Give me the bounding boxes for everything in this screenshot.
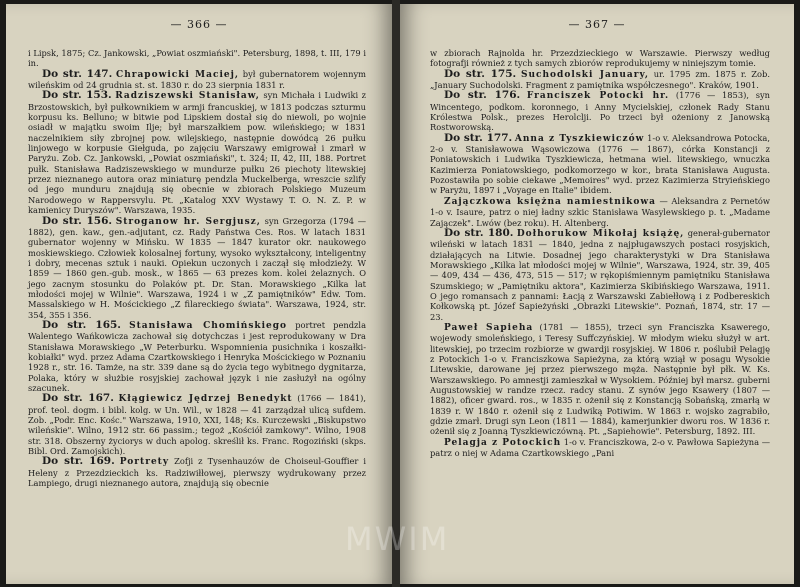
entry-name: Stroganow hr. Sergjusz, [115, 216, 261, 227]
page-reference: Do str. 153. [42, 89, 112, 102]
entry-name: Franciszek Potocki hr. [526, 91, 670, 102]
entry-text: portret pendzla Walentego Wańkowicza zachował się dotychczas i jest reprodukowany w Dra Stanisława Morawskiego „W Peterburku. Wspomnienia pusichnika i koszałki-kobiałki" wyd. przez Adama Czartkowskiego i Henryka Mościckiego w Poznaniu 1928 r., str. 16. Tamże, na str. 339 dane są do życia tego wybitnego dygnitarza, Polaka, który w służbie rosyjskiej zachował język i nie zasłużył na ogólny szacunek. [28, 319, 367, 393]
entry-text: (1766 — 1841), prof. teol. dogm. i bibl. kolg. w Un. Wil., w 1828 — 41 zarządzał ulicą sufdem. Zob. „Podr. Enc. Kośc." Warszawa, 1910, XXI, 148; Ks. Kurczewski „Biskupstwo wileńskie". Wilno, 1912 str. 66 passim.; tegoż „Kościół zamkowy". Wilno, 1908 str. 318. Obszerny życiorys w duch apolog. skreślił ks. Franc. Rogoziński (skps. Bibl. Ord. Zamojskich). [28, 393, 366, 457]
page-reference: Do str. 156. [42, 214, 113, 227]
entry-text: ur. 1795 zm. 1875 r. Zob. „January Suchodolski. Fragment z pamiętnika współczesnego". Kraków, 1901. [430, 68, 771, 91]
paragraph [430, 48, 770, 69]
paragraph [430, 90, 770, 132]
entry-text: — Aleksandra z Pernetów 1-o v. Isaure, patrz o niej ładny szkic Stanisława Wasylewskiego p. t. „Madame Zajączek". Lwów (bez roku). H. Altenberg. [430, 195, 770, 228]
page-reference: Do str. 167. [42, 392, 114, 405]
page-number: — 367 — [568, 18, 626, 31]
page-text [430, 48, 770, 458]
paragraph [28, 48, 366, 69]
entry-text: generał-gubernator wileński w latach 1831 — 1840, jedna z najpługawszych postaci rosyjskich, działających na Litwie. Dosadnej jego charakterystyki w Dra Stanisława Morawskiego „Kilka lat młodości mojej w Wilnie", Warszawa, 1924, str. 39, 405 — 409, 434 — 436, 473, 515 — 517; w rękopiśmiennym pamiętniku Stanisława Szumskiego; w „Pamiętniku aktora", Kazimierza Skibińskiego Warszawa, 1911. O jego romansach z pannami: Łacją z Warszawski Zabiełłową i z Podbereskich Kołkowską pt. Józef Sapieżyński „Obrazki Litewskie". Poznań, 1874, str. 17 — 23. [430, 227, 771, 322]
entry-text: (1781 — 1855), trzeci syn Franciszka Ksawerego, wojewody smoleńskiego, i Teresy Suffczyńskiej. W młodym wieku służył w art. litewskiej, po trzecim rozbiorze w gwardji rosyjskiej. W 1806 r. poślubił Pelagję z Potockich 1-o v. Franciszkowa Sapieżyna, za którą wziął w posagu Wysokie Litewskie, darowane jej przez pierwszego męża. Następnie był płk. W. Ks. Warszawskiego. Po amnestji zamieszkał w Wysokiem. Później był marsz. guberni Augustowskiej w randze rzecz. radcy stanu. Z synów jego Ksawery (1807 — 1882), oficer gward. ros., w 1835 r. ożenił się z Konstancją Sobańską, zmarłą w 1839 r. W 1840 r. ożenił się z Ludwiką Potiwim. W 1863 r. wojsko zagrabiło, gdzie zmarł. Drugi syn Leon (1811 — 1884), kamerjunkier dworu ros. W 1836 r. ożenił się z Joanną Tyszkiewiczówną. Pt. „Sapiehowie". Petersburg, 1892. III. [430, 321, 770, 437]
paragraph [430, 228, 770, 322]
entry-text: syn Grzegorza (1794 — 1882), gen. kaw., gen.-adjutant, cz. Rady Państwa Ces. Ros. W latach 1831 gubernator wojenny w Mińsku. W 1835 — 1847 kurator okr. naukowego moskiewskiego. Człowiek kolosalnej fortuny, wysoko wykształcony, inteligentny i dobry, mecenas sztuk i nauki. Opiekun uczonych i zaczął się młodzieży. W 1859 — 1860 gen.-gub. mosk., w 1865 — 63 prezes kom. kolei żelaznych. O jego zacnym stosunku do Polaków pt. Dr. Stan. Morawskiego „Kilka lat młodości mojej w Wilnie". Warszawa, 1924 i w „Z pamiętników" Edw. Tom. Massalskiego w H. Mościckiego „Z filareckiego świata". Warszawa, 1924, str. 354, 355 i 356. [28, 215, 367, 320]
entry-text: 1-o v. Franciszkowa, 2-o v. Pawłowa Sapieżyna — patrz o niej w Adama Czartkowskiego „Pani [430, 436, 770, 459]
page-reference: Do str. 147. [42, 67, 113, 80]
page-reference: Do str. 165. [42, 318, 121, 331]
paragraph [430, 437, 770, 459]
paragraph [430, 133, 770, 196]
page-reference: Do str. 177. [444, 131, 513, 144]
page-reference: Do str. 176. [444, 89, 521, 102]
entry-text: syn Michała i Ludwiki z Brzostowskich, był pułkownikiem w armji francuskiej, w 1813 podczas szturmu korpusu ks. Belluno; w bitwie pod Lipskiem dostał się do niewoli, po wojnie osiadł w majątku swoim Ilje; był marszałkiem pow. wileńskiego; w 1831 naczelnikiem siły zbrojnej pow. wilejskiego, następnie dowódcą 26 pułku linjowego w korpusie Giełguda, po zajęciu Warszawy emigrował i zmarł w Paryżu. Zob. Cz. Jankowski, „Powiat oszmiański", t. 324; II, 42, III, 188. Portret pułk. Stanisława Radziszewskiego w mundurze pułku 26 piechoty litewskiej przez nieznanego autora oraz miniaturę pendzla Muckelberga, wreszcie szlify od jego munduru znajdują się obecnie w zbiorach Polskiego Muzeum Narodowego w Rappersvylu. Pt. „Katalog XXV Wystawy T. O. N. Z. P. w kamienicy Duryszów". Warszawa, 1935. [28, 90, 366, 216]
left-page [6, 4, 392, 584]
entry-text: Zofji z Tysenhauzów de Choiseul-Gouffier i Heleny z Przezdzieckich ks. Radziwiłłowej, pierwszy wydrukowany przez Lampiego, drugi nieznanego autora, znajdują się obecnie [28, 456, 367, 489]
entry-text: był gubernatorem wojennym wileńskim od 24 grudnia st. st. 1830 r. do 23 sierpnia 1831 r. [28, 68, 367, 91]
entry-name: Chrapowicki Maciej, [116, 69, 239, 80]
entry-text: i Lipsk, 1875; Cz. Jankowski, „Powiat oszmiański". Petersburg, 1898, t. III, 179 i in. [28, 48, 366, 69]
entry-name: Suchodolski January, [520, 69, 649, 80]
paragraph [28, 393, 366, 456]
right-page [400, 4, 794, 584]
paragraph [28, 320, 366, 393]
paragraph [28, 456, 366, 488]
page-reference: Do str. 180. [444, 226, 514, 239]
entry-text: (1776 — 1853), syn Wincentego, podkom. koronnego, i Anny Mycielskiej, członek Rady Stanu Królestwa Polsk., prezes Herolclji. Po trzeci był ożeniony z Janowską Rostworowską. [430, 90, 771, 133]
paragraph [28, 90, 366, 215]
paragraph [430, 69, 770, 91]
entry-name: Anna z Tyszkiewiczów [514, 133, 645, 144]
page-reference: Do str. 169. [42, 455, 115, 468]
entry-name: Dołhorukow Mikołaj książę, [516, 228, 685, 239]
entry-name: Portrety [119, 457, 170, 468]
page-reference: Do str. 175. [444, 67, 517, 80]
entry-text: 1-o v. Aleksandrowa Potocka, 2-o v. Stanisławowa Wąsowiczowa (1776 — 1867), córka Konstancji z Poniatowskich i Ludwika Tyszkiewicza, hetmana wiel. litewskiego, wnuczka Kazimierza Poniatowskiego, podkomorzego w kor., brata Stanisława Augusta. Pozostawiła po sobie ciekawe „Memoires" wyd. przez Kazimierza Stryieńskiego w Paryżu, 1897 i „Voyage en Italie" ibidem. [430, 132, 770, 196]
entry-name: Kłągiewicz Jędrzej Benedykt [118, 394, 293, 405]
page-number: — 366 — [170, 18, 228, 31]
entry-text: w zbiorach Rajnolda hr. Przezdzieckiego w Warszawie. Pierwszy według fotografji również z tych samych zbiorów reprodukujemy w niniejszym tomie. [430, 48, 770, 69]
paragraph [430, 196, 770, 228]
entry-name: Paweł Sapieha [444, 322, 534, 333]
watermark: MWIM [345, 520, 450, 558]
paragraph [28, 69, 366, 91]
page-text [28, 48, 366, 488]
entry-name: Pelagja z Potockich [444, 437, 562, 448]
entry-name: Radziszewski Stanisław, [115, 91, 260, 102]
book-gutter [392, 0, 400, 587]
paragraph [430, 322, 770, 437]
entry-name: Zajączkowa księżna namiestnikowa [444, 196, 656, 207]
paragraph [28, 216, 366, 320]
entry-name: Stanisława Chomińskiego [129, 320, 288, 331]
